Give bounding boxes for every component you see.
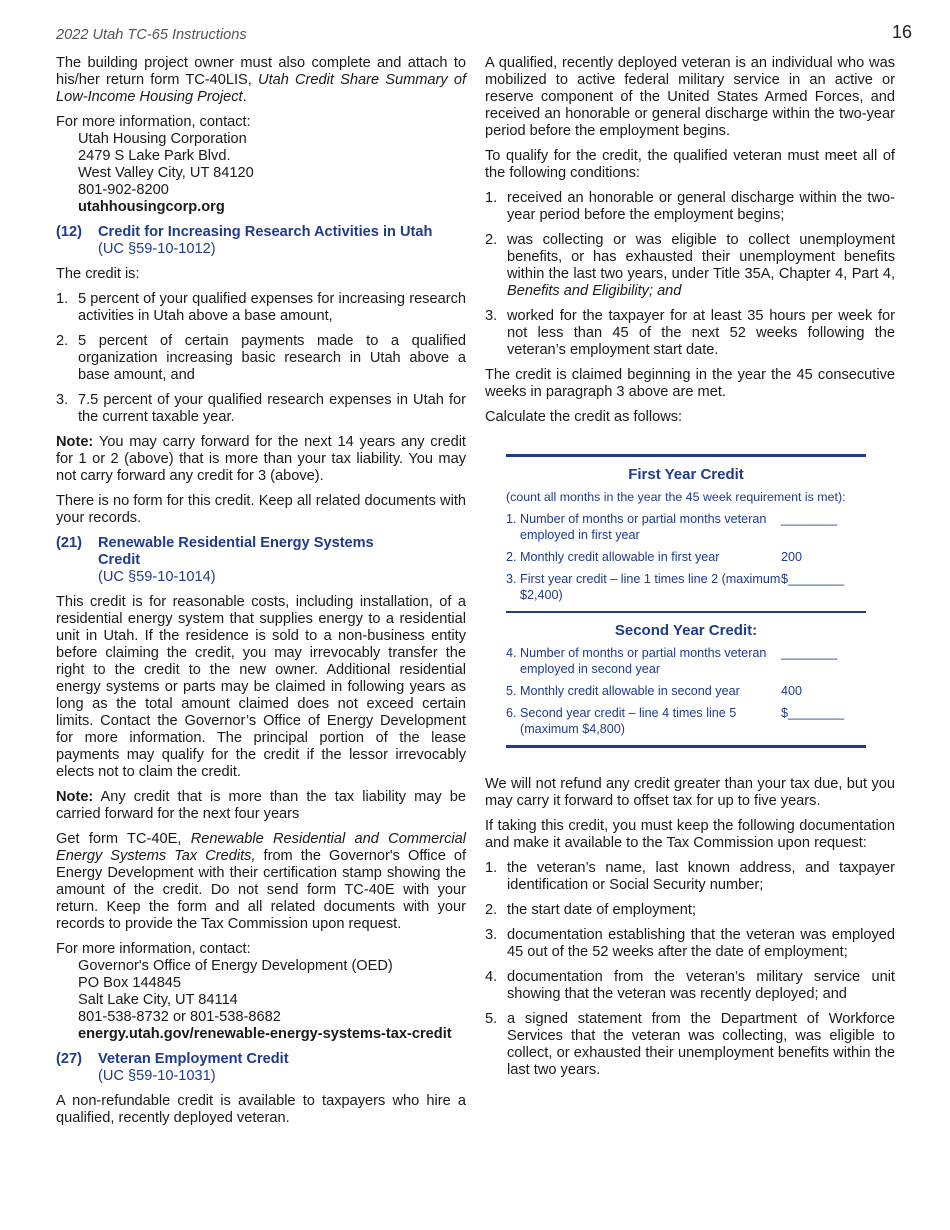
divider (506, 454, 866, 457)
list-item: 3. worked for the taxpayer for at least 35 hours per week for not less than 45 of the next 52 weeks following the veteran’s employment start date. (485, 308, 895, 358)
housing-website-link[interactable]: utahhousingcorp.org (78, 199, 225, 215)
energy-note: Note: Any credit that is more than the tax liability may be carried forward for the next four years (56, 789, 466, 822)
list-item: 3. 7.5 percent of your qualified research expenses in Utah for the current taxable year. (56, 392, 466, 425)
research-note: Note: You may carry forward for the next 14 years any credit for 1 or 2 (above) that is more than your tax liability. You may not carry forward any credit for 3 (above). (56, 434, 466, 484)
list-item: 4. documentation from the veteran’s military service unit showing that the veteran was recently deployed; and (485, 969, 895, 1002)
worksheet-line-4: 4. Number of months or partial months veteran employed in second year ________ (506, 645, 866, 677)
right-column: A qualified, recently deployed veteran is an individual who was mobilized to active federal military service in an active or reserve component of the United States Armed Forces, and received an honorable or general discharge within the two-year period before the employment begins. To qualify for the credit, the qualified veteran must meet all of the following conditions: 1. received an honorable or general discharge within the two-year period before the employment begins; 2. was collecting or was eligible to collect unemployment benefits, or has exhausted their unemployment benefits within the last two years, under Title 35A, Chapter 4, Part 4, Benefits and Eligibility; and 3. worked for the taxpayer for at least 35 hours per week for not less than 45 of the next 52 weeks following the veteran’s employment start date. The credit is claimed beginning in the year the 45 consecutive weeks in paragraph 3 above are met. Calculate the credit as follows: First Year Credit (count all months in the year the 45 week requirement is met): 1. Number of months or partial months veteran employed in first year ________ 2. Monthly credit allowable in first year 200 3. First year credit – line 1 times line 2 (maximum $2,400) $________ Second Year Credit: 4. Number of months or partial months veteran employed in second year ________ 5. Monthly credit allowable in second year 400 6. Second year credit – line 4 times line 5 (maximum $4,800) $________ We will not refund any credit greater than your tax due, but you may carry it forward to offset tax for up to five years. If taking this credit, you must keep the following documentation and make it available to the Tax Commission upon request: 1. the veteran’s name, last known address, and taxpayer identification or Social Security number; 2. the start date of employment; 3. documentation establishing that the veteran was employed 45 out of the 52 weeks after the date of employment; 4. documentation from the veteran’s military service unit showing that the veteran was recently deployed; and 5. a signed statement from the Department of Workforce Services that the veteran was collecting, was eligible to collect, or exhausted their unemployment benefits within the last two years. (485, 55, 895, 1078)
line-1-field[interactable]: ________ (781, 512, 838, 526)
second-year-title: Second Year Credit: (614, 622, 758, 639)
list-item: 2. was collecting or was eligible to collect unemployment benefits, or has exhausted their unemployment benefits within the last two years, under Title 35A, Chapter 4, Part 4, Benefits and Eligibility; and (485, 232, 895, 299)
first-year-title: First Year Credit (628, 466, 744, 483)
page-header-title: 2022 Utah TC-65 Instructions (56, 27, 247, 43)
worksheet-line-5: 5. Monthly credit allowable in second year 400 (506, 683, 866, 699)
list-item: 2. the start date of employment; (485, 902, 697, 918)
list-item: 1. 5 percent of your qualified expenses for increasing research activities in Utah above a base amount, (56, 291, 466, 324)
energy-website-link[interactable]: energy.utah.gov/renewable-energy-systems-tax-credit (78, 1026, 452, 1042)
line-6-field[interactable]: $________ (781, 706, 845, 720)
form-title: Utah Credit Share Summary of Low-Income Housing Project (56, 72, 466, 105)
section-12-heading: (12) Credit for Increasing Research Activities in Utah (UC §59-10-1012) (56, 224, 433, 257)
section-21-heading: (21) Renewable Residential Energy Systems Credit (UC §59-10-1014) (56, 535, 374, 585)
line-3-field[interactable]: $________ (781, 572, 845, 586)
contact-block-housing: For more information, contact: Utah Housing Corporation 2479 S Lake Park Blvd. West Valley City, UT 84120 801-902-8200 utahhousingcorp.org (56, 114, 466, 216)
divider (506, 745, 866, 748)
documentation-list (485, 860, 895, 1079)
list-item: 1. the veteran’s name, last known address, and taxpayer identification or Social Security number; (485, 860, 895, 893)
line-4-field[interactable]: ________ (781, 646, 838, 660)
credit-calculation-worksheet: First Year Credit (count all months in the year the 45 week requirement is met): 1. Number of months or partial months veteran employed in first year ________ 2. Monthly credit allowable in first year 200 3. First year credit – line 1 times line 2 (maximum $2,400) $________ Second Year Credit: 4. Number of months or partial months veteran employed in second year ________ 5. Monthly credit allowable in second year 400 6. Second year credit – line 4 times line 5 (maximum $4,800) $________ (506, 454, 866, 748)
line-2-value: 200 (781, 550, 803, 564)
worksheet-line-3: 3. First year credit – line 1 times line 2 (maximum $2,400) $________ (506, 571, 866, 603)
contact-block-energy: For more information, contact: Governor's Office of Energy Development (OED) PO Box 144845 Salt Lake City, UT 84114 801-538-8732 or 801-538-8682 energy.utah.gov/renewable-energy-systems-tax-credit (56, 941, 466, 1043)
worksheet-line-6: 6. Second year credit – line 4 times line 5 (maximum $4,800) $________ (506, 705, 866, 737)
page-number: 16 (891, 22, 912, 42)
list-item: 1. received an honorable or general discharge within the two-year period before the employment begins; (485, 190, 895, 223)
left-column: The building project owner must also complete and attach to his/her return form TC-40LIS, Utah Credit Share Summary of Low-Income Housing Project. For more information, contact: Utah Housing Corporation 2479 S Lake Park Blvd. West Valley City, UT 84120 801-902-8200 utahhousingcorp.org (12) Credit for Increasing Research Activities in Utah (UC §59-10-1012) The credit is: 1. 5 percent of your qualified expenses for increasing research activities in Utah above a base amount, 2. 5 percent of certain payments made to a qualified organization increasing basic research in Utah above a base amount, and 3. 7.5 percent of your qualified research expenses in Utah for the current taxable year. Note: You may carry forward for the next 14 years any credit for 1 or 2 (above) that is more than your tax liability. You may not carry forward any credit for 3 (above). There is no form for this credit. Keep all related documents with your records. (21) Renewable Residential Energy Systems Credit (UC §59-10-1014) This credit is for reasonable costs, including installation, of a residential energy system that supplies energy to a residential unit in Utah. If the residence is sold to a non-business entity before claiming the credit, you may irrevocably transfer the right to the credit to the new owner. Additional residential energy systems or parts may be claimed in following years as long as the total amount claimed does not exceed certain limits. Contact the Governor’s Office of Energy Development for more information. The principal portion of the lease payments may qualify for the credit if the lessor irrevocably elects not to claim the credit. Note: Any credit that is more than the tax liability may be carried forward for the next four years Get form TC-40E, Renewable Residential and Commercial Energy Systems Tax Credits, from the Governor's Office of Energy Development with their certification stamp showing the amount of the credit. Do not send form TC-40E with your return. Keep the form and all related documents with your records to provide the Tax Commission upon request. For more information, contact: Governor's Office of Energy Development (OED) PO Box 144845 Salt Lake City, UT 84114 801-538-8732 or 801-538-8682 energy.utah.gov/renewable-energy-systems-tax-credit (27) Veteran Employment Credit (UC §59-10-1031) A non-refundable credit is available to taxpayers who hire a qualified, recently deployed veteran. (56, 55, 467, 1126)
divider (506, 611, 866, 613)
line-5-value: 400 (781, 684, 803, 698)
list-item: 2. 5 percent of certain payments made to a qualified organization increasing basic research in Utah above a base amount, and (56, 333, 466, 383)
energy-get-form: Get form TC-40E, Renewable Residential and Commercial Energy Systems Tax Credits, from the Governor's Office of Energy Development with their certification stamp showing the amount of the credit. Do not send form TC-40E with your return. Keep the form and all related documents with your records to provide the Tax Commission upon request. (56, 831, 467, 932)
list-item: 5. a signed statement from the Department of Workforce Services that the veteran was collecting, was eligible to collect, or exhausted their unemployment benefits within the last two years. (485, 1011, 895, 1078)
veteran-conditions-list (485, 190, 895, 359)
worksheet-line-2: 2. Monthly credit allowable in first year 200 (506, 549, 866, 565)
research-credit-list (56, 291, 466, 426)
intro-paragraph: The building project owner must also complete and attach to his/her return form TC-40LIS, Utah Credit Share Summary of Low-Income Housing Project. (56, 55, 466, 105)
list-item: 3. documentation establishing that the veteran was employed 45 out of the 52 weeks after the date of employment; (485, 927, 895, 960)
worksheet-line-1: 1. Number of months or partial months veteran employed in first year ________ (506, 511, 866, 543)
section-27-heading: (27) Veteran Employment Credit (UC §59-10-1031) (56, 1051, 289, 1084)
